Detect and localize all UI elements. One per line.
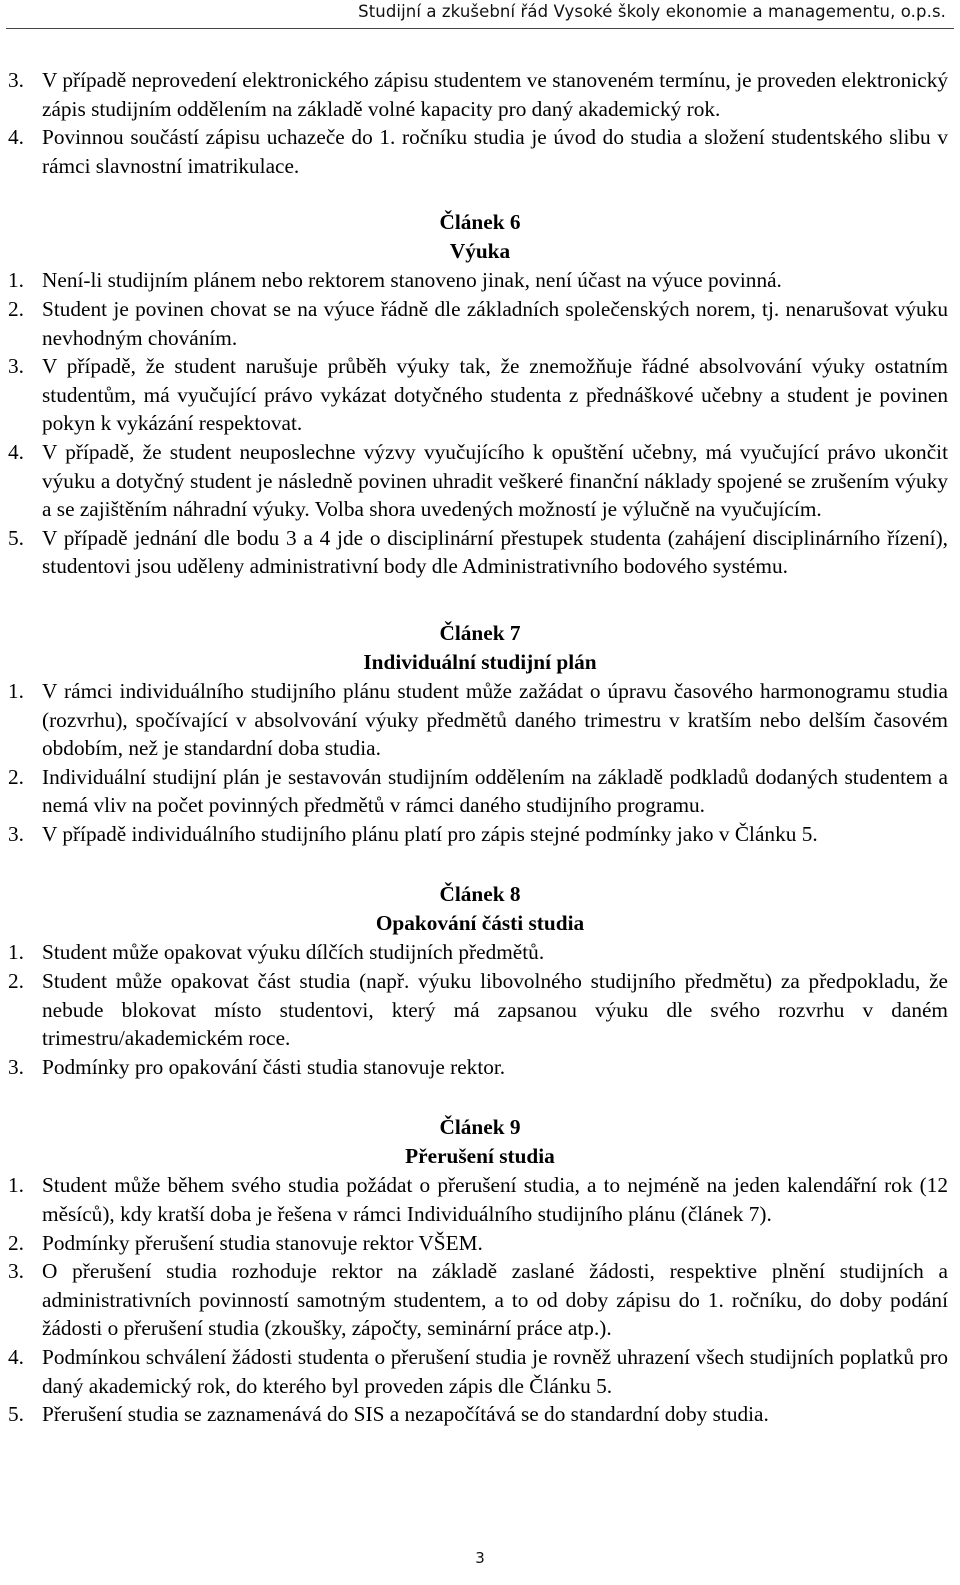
article-title: Individuální studijní plán: [363, 649, 597, 674]
list-item: [0, 938, 960, 967]
article-title: Výuka: [449, 239, 511, 264]
item-text: Student může během svého studia požádat o přerušení studia, a to nejméně na jeden kalendářní rok (12 měsíců), kdy kratší doba je řešena v rámci Individuálního studijního plánu (článek 7).: [42, 1173, 948, 1227]
list-item: [0, 763, 960, 820]
item-number: 3.: [8, 354, 24, 379]
item-text: V případě jednání dle bodu 3 a 4 jde o disciplinární přestupek studenta (zahájení disciplinárního řízení), studentovi jsou uděleny administrativní body dle Administrativního bodového systému.: [42, 525, 948, 579]
item-number: 4.: [8, 125, 24, 150]
item-number: 3.: [8, 68, 24, 92]
item-number: 3.: [8, 821, 24, 846]
document-body: [0, 66, 960, 1429]
item-number: 3.: [8, 1054, 24, 1079]
item-text: V případě neprovedení elektronického zápisu studentem ve stanoveném termínu, je proveden elektronický zápis studijním oddělením na základě volné kapacity pro daný akademický rok.: [42, 68, 948, 121]
article-title: Opakování části studia: [375, 911, 585, 936]
list-item: [0, 524, 960, 581]
item-text: Podmínky přerušení studia stanovuje rektor VŠEM.: [42, 1230, 483, 1255]
article-title: Přerušení studia: [405, 1144, 555, 1169]
list-item: [0, 438, 960, 524]
article-number: Článek 7: [439, 620, 521, 645]
item-text: V rámci individuálního studijního plánu student může zažádat o úpravu časového harmonogramu studia (rozvrhu), spočívající v absolvování výuky předmětů daného trimestru v kratším nebo delším časovém obdobím, než je standardní doba studia.: [42, 678, 948, 761]
item-text: V případě individuálního studijního plánu platí pro zápis stejné podmínky jako v Článku 5.: [42, 821, 818, 846]
list-item: [0, 66, 960, 123]
item-text: Podmínkou schválení žádosti studenta o přerušení studia je rovněž uhrazení všech studijních poplatků pro daný akademický rok, do kterého byl proveden zápis dle Článku 5.: [42, 1345, 948, 1398]
list-item: [0, 352, 960, 438]
item-text: Individuální studijní plán je sestavován studijním oddělením na základě podkladů dodaných studentem a nemá vliv na počet povinných předmětů v rámci daného studijního programu.: [42, 764, 948, 818]
item-text: Přerušení studia se zaznamenává do SIS a nezapočítává se do standardní doby studia.: [42, 1402, 769, 1427]
list-item: [0, 967, 960, 1053]
item-number: 4.: [8, 439, 24, 464]
item-number: 2.: [8, 296, 24, 321]
item-text: Povinnou součástí zápisu uchazeče do 1. ročníku studia je úvod do studia a složení studentského slibu v rámci slavnostní imatrikulace.: [42, 125, 948, 178]
list-item: [0, 1171, 960, 1228]
item-text: Student může opakovat výuku dílčích studijních předmětů.: [42, 940, 545, 965]
list-item: [0, 266, 960, 295]
item-number: 2.: [8, 1230, 24, 1255]
item-number: 4.: [8, 1345, 24, 1369]
list-item: [0, 123, 960, 180]
item-number: 5.: [8, 525, 24, 550]
article-number: Článek 9: [439, 1115, 521, 1140]
list-item: [0, 1257, 960, 1343]
list-item: [0, 677, 960, 763]
item-text: Student je povinen chovat se na výuce řádně dle základních společenských norem, tj. nenarušovat výuku nevhodným chováním.: [42, 296, 948, 350]
item-text: Podmínky pro opakování části studia stanovuje rektor.: [42, 1054, 506, 1079]
list-item: [0, 295, 960, 352]
item-text: Není-li studijním plánem nebo rektorem stanoveno jinak, není účast na výuce povinná.: [42, 268, 782, 293]
item-number: 5.: [8, 1402, 24, 1427]
header-rule: [6, 28, 954, 29]
item-text: Student může opakovat část studia (např. výuku libovolného studijního předmětu) za předpokladu, že nebude blokovat místo studentovi, který má zapsanou výuku dle svého rozvrhu v daném trimestru/akademickém roce.: [42, 969, 948, 1051]
item-number: 1.: [8, 940, 24, 965]
page-number: 3: [475, 1549, 485, 1567]
list-item: [0, 820, 960, 849]
article-number: Článek 6: [439, 210, 521, 235]
item-number: 2.: [8, 764, 24, 789]
item-text: V případě, že student narušuje průběh výuky tak, že znemožňuje řádné absolvování výuky ostatním studentům, má vyučující právo vykázat dotyčného studenta z přednáškové učebny a student je povinen pokyn k vykázání respektovat.: [42, 354, 948, 436]
item-number: 1.: [8, 268, 24, 293]
item-text: V případě, že student neuposlechne výzvy vyučujícího k opuštění učebny, má vyučující právo ukončit výuku a dotyčný student je následně povinen uhradit veškeré finanční náklady spojené se zrušením výuky a se zajištěním náhradní výuky. Volba shora uvedených možností je výlučně na vyučujícím.: [42, 439, 948, 522]
list-item: [0, 1400, 960, 1429]
running-header: Studijní a zkušební řád Vysoké školy ekonomie a managementu, o.p.s.: [358, 2, 946, 21]
list-item: [0, 1343, 960, 1400]
item-number: 1.: [8, 678, 24, 703]
list-item: [0, 1229, 960, 1258]
list-item: [0, 1053, 960, 1082]
item-number: 1.: [8, 1173, 24, 1198]
item-number: 2.: [8, 969, 24, 994]
item-text: O přerušení studia rozhoduje rektor na základě zaslané žádosti, respektive plnění studijních a administrativních povinností samotným studentem, a to od doby zápisu do 1. ročníku, do doby podání žádosti o přerušení studia (zkoušky, zápočty, seminární práce atp.).: [42, 1259, 948, 1341]
article-number: Článek 8: [439, 882, 521, 907]
item-number: 3.: [8, 1259, 24, 1284]
